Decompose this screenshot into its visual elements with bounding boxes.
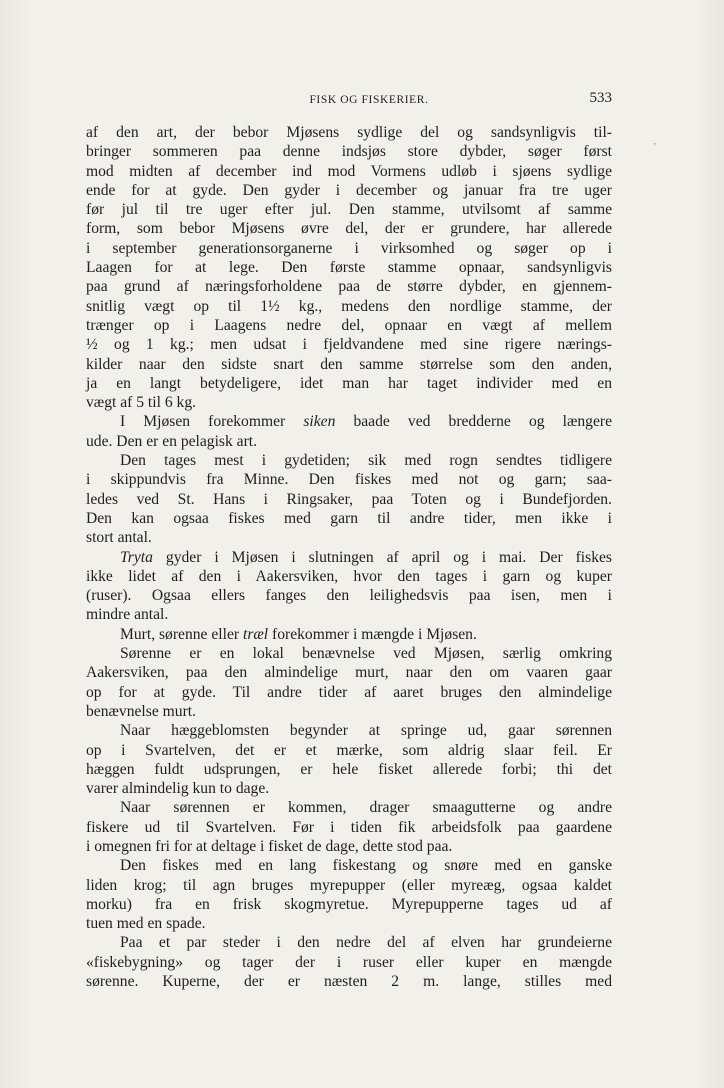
text-line: varer almindelig kun to dage. [86,780,270,798]
text-line: paa grund af næringsforholdene paa de større dybder, en gjennem- [86,278,612,296]
running-head [86,90,612,110]
text-line: Sørenne er en lokal benævnelse ved Mjøsen, særlig omkring [120,645,612,663]
text-line: Den kan ogsaa fiskes med garn til andre tider, men ikke i [86,509,612,527]
text-line: snitlig vægt op til 1½ kg., medens den nordlige stamme, der [86,297,612,315]
text-line: i omegnen fri for at deltage i fisket de dage, dette stod paa. [86,837,453,855]
running-title: FISK OG FISKERIER. [309,94,429,106]
text-line: I Mjøsen forekommer siken baade ved bredderne og længere [120,413,612,431]
margin-mark: ‚ [653,136,657,147]
text-line: Naar sørennen er kommen, drager smaagutterne og andre [120,799,612,817]
text-line: ½ og 1 kg.; men udsat i fjeldvandene med sine rigere nærings- [86,336,612,354]
text-line: op for at gyde. Til andre tider af aaret bruges den almindelige [86,683,612,701]
text-line: i skippundvis fra Minne. Den fiskes med not og garn; saa- [86,471,612,489]
text-line: «fiskebygning» og tager der i ruser eller kuper en mængde [86,953,612,971]
text-line: form, som bebor Mjøsens øvre del, der er grundere, har allerede [86,220,612,238]
text-line: Den tages mest i gydetiden; sik med rogn sendtes tidligere [120,452,612,470]
text-line: trænger op i Laagens nedre del, opnaar en vægt af mellem [86,316,612,334]
text-line: kilder naar den sidste snart den samme størrelse som den anden, [86,355,612,373]
text-line: ende for at gyde. Den gyder i december og januar fra tre uger [86,181,612,199]
text-line: i september generationsorganerne i virksomhed og søger op i [86,239,612,257]
text-line: Murt, sørenne eller træl forekommer i mængde i Mjøsen. [120,625,477,643]
text-line: ja en langt betydeligere, idet man har taget individer med en [86,374,612,392]
text-line: Aakersviken, paa den almindelige murt, naar den om vaaren gaar [86,664,612,682]
text-line: liden krog; til agn bruges myrepupper (eller myreæg, ogsaa kaldet [86,876,612,894]
text-line: af den art, der bebor Mjøsens sydlige del og sandsynligvis til- [86,124,612,141]
text-line: fiskere ud til Svartelven. Før i tiden fik arbeidsfolk paa gaardene [86,818,612,836]
text-line: morku) fra en frisk skogmyretue. Myrepupperne tages ud af [86,895,612,913]
text-line: benævnelse murt. [86,702,197,720]
text-line: Naar hæggeblomsten begynder at springe ud, gaar sørennen [120,722,612,740]
text-line: før jul til tre uger efter jul. Den stamme, utvilsomt af samme [86,201,612,219]
text-line: Paa et par steder i den nedre del af elven har grundeierne [120,934,612,952]
text-line: Den fiskes med en lang fiskestang og snøre med en ganske [120,857,612,875]
text-line: ikke lidet af den i Aakersviken, hvor den tages i garn og kuper [86,567,612,585]
text-line: sørenne. Kuperne, der er næsten 2 m. lange, stilles med [86,973,612,991]
text-line: Tryta gyder i Mjøsen i slutningen af april og i mai. Der fiskes [120,548,612,566]
text-line: tuen med en spade. [86,915,206,933]
text-line: bringer sommeren paa denne indsjøs store dybder, søger først [86,143,612,161]
text-line: hæggen fuldt udsprungen, er hele fisket allerede forbi; thi det [86,760,612,778]
text-line: op i Svartelven, det er et mærke, som aldrig slaar feil. Er [86,741,612,759]
body-text [86,123,612,991]
page-number: 533 [589,90,612,106]
text-line: ude. Den er en pelagisk art. [86,432,258,450]
text-line: vægt af 5 til 6 kg. [86,394,197,412]
text-line: stort antal. [86,529,152,547]
text-line: mod midten af december ind mod Vormens udløb i sjøens sydlige [86,162,612,180]
text-line: mindre antal. [86,606,169,624]
text-line: ledes ved St. Hans i Ringsaker, paa Toten og i Bundefjorden. [86,490,612,508]
text-line: Laagen for at lege. Den første stamme opnaar, sandsynligvis [86,259,612,277]
text-line: (ruser). Ogsaa ellers fanges den leilighedsvis paa isen, men i [86,587,612,605]
